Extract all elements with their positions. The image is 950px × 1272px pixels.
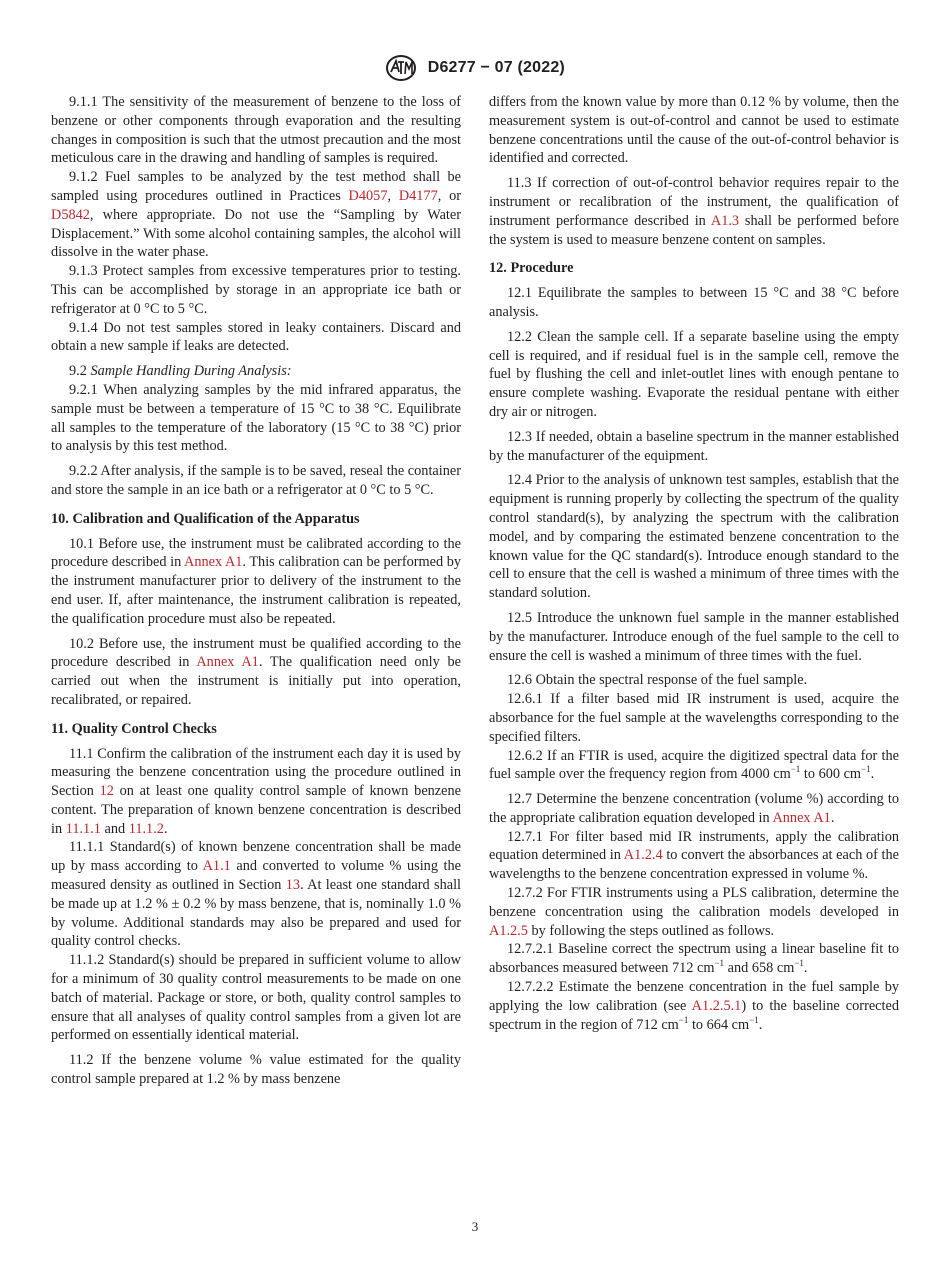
link-section-12[interactable]: 12 [99, 783, 114, 800]
link-annex-a1[interactable]: Annex A1 [772, 809, 831, 826]
para-9-1-4: 9.1.4 Do not test samples stored in leaky containers. Discard and obtain a new sample if leaks are detected. [51, 319, 461, 355]
astm-logo-icon [385, 54, 417, 82]
page-number: 3 [471, 1219, 479, 1234]
link-11-1-1[interactable]: 11.1.1 [65, 820, 101, 837]
para-11-1-2: 11.1.2 Standard(s) should be prepared in sufficient volume to allow for a minimum of 30 quality control measurements to be made on one batch of material. Package or store, or both, quality control samples to ensure that all analyses of quality control samples from a given lot are performed on essentially identical material. [51, 952, 461, 1044]
para-9-1-3: 9.1.3 Protect samples from excessive temperatures prior to testing. This can be accomplished by storage in an appropriate ice bath or refrigerator at 0 °C to 5 °C. [51, 263, 461, 317]
link-a1-2-5[interactable]: A1.2.5 [489, 922, 528, 939]
para-12-3: 12.3 If needed, obtain a baseline spectrum in the manner established by the manufacturer of the equipment. [489, 428, 899, 464]
right-column [489, 93, 899, 1034]
link-annex-a1[interactable]: Annex A1 [196, 654, 259, 671]
para-11-2-continued: differs from the known value by more than 0.12 % by volume, then the measurement system is out-of-control and cannot be used to estimate benzene concentrations until the cause of the out-of-control behavior is identified and corrected. [489, 94, 899, 167]
link-d5842[interactable]: D5842 [51, 206, 90, 223]
para-9-1-1: 9.1.1 The sensitivity of the measurement of benzene to the loss of benzene or other components through evaporation and the resulting changes in composition is such that the utmost precaution and the most meticulous care in the drawing and handling of samples is required. [51, 94, 461, 167]
link-section-13[interactable]: 13 [285, 877, 301, 894]
para-9-2: 9.2 Sample Handling During Analysis: [69, 363, 292, 380]
para-12-2: 12.2 Clean the sample cell. If a separate baseline using the empty cell is required, and if residual fuel is in the sample cell, remove the fuel by flushing the cell and inlet-outlet lines with enough pentane to ensure complete washing. Evaporate the residual pentane with either dry air or nitrogen. [489, 328, 899, 420]
para-12-7: 12.7 Determine the benzene concentration (volume %) according to the appropriate calibration equation developed in Annex A1. [489, 791, 899, 826]
para-12-4: 12.4 Prior to the analysis of unknown test samples, establish that the equipment is running properly by collecting the spectrum of the quality control standard(s), by analyzing the spectrum with the calibration model, and by comparing the estimated benzene concentration to the known value for the QC standard(s). Introduce enough standard to the cell to ensure that the cell is washed a minimum of three times with the standard solution. [489, 472, 899, 602]
para-10-1: 10.1 Before use, the instrument must be calibrated according to the procedure described in Annex A1. This calibration can be performed by the instrument manufacturer prior to delivery of the instrument to the end user. If, after maintenance, the instrument calibration is repeated, the qualification procedure must also be repeated. [51, 535, 461, 627]
para-10-2: 10.2 Before use, the instrument must be qualified according to the procedure described in Annex A1. The qualification need only be carried out when the instrument is initially put into operation, recalibrated, or repaired. [51, 635, 461, 708]
section-heading-10: 10. Calibration and Qualification of the Apparatus [51, 510, 360, 527]
para-9-1-2: 9.1.2 Fuel samples to be analyzed by the test method shall be sampled using procedures outlined in Practices D4057, D4177, or D5842, where appropriate. Do not use the “Sampling by Water Displacement.” With some alcohol containing samples, the alcohol will dissolve in the water phase. [51, 169, 461, 261]
para-11-3: 11.3 If correction of out-of-control behavior requires repair to the instrument or recalibration of the instrument, the qualification of instrument performance described in A1.3 shall be performed before the system is used to measure benzene content on samples. [489, 175, 899, 248]
para-12-6-1: 12.6.1 If a filter based mid IR instrument is used, acquire the absorbance for the fuel sample at the wavelengths corresponding to the specified filters. [489, 691, 899, 745]
link-a1-2-4[interactable]: A1.2.4 [623, 847, 663, 864]
para-12-7-2-2: 12.7.2.2 Estimate the benzene concentration in the fuel sample by applying the low calibration (see A1.2.5.1) to the baseline corrected spectrum in the region of 712 $cm^{-1}$ to 664 $cm^{-1}$. [489, 979, 899, 1033]
link-a1-1[interactable]: A1.1 [202, 858, 231, 875]
para-12-1: 12.1 Equilibrate the samples to between 15 °C and 38 °C before analysis. [489, 285, 899, 320]
link-d4177[interactable]: D4177 [398, 187, 438, 204]
para-11-1-1: 11.1.1 Standard(s) of known benzene concentration shall be made up by mass according to A1.1 and converted to volume % using the measured density as outlined in Section 13. At least one standard shall be made up at 1.2 % ± 0.2 % by mass benzene, that is, nominally 1.0 % by volume. Additional standards may also be prepared and used for quality control checks. [51, 839, 462, 950]
link-11-1-2[interactable]: 11.1.2 [128, 820, 164, 837]
para-9-2-2: 9.2.2 After analysis, if the sample is to be saved, reseal the container and store the sample in an ice bath or a refrigerator at 0 °C to 5 °C. [51, 463, 461, 498]
para-12-6: 12.6 Obtain the spectral response of the fuel sample. [507, 672, 808, 689]
section-heading-11: 11. Quality Control Checks [51, 720, 217, 737]
para-12-7-1: 12.7.1 For filter based mid IR instruments, apply the calibration equation determined in A1.2.4 to convert the absorbances at each of the wavelengths to the benzene concentration expressed in volume %. [489, 828, 899, 883]
link-d4057[interactable]: D4057 [348, 187, 388, 204]
left-column [51, 93, 461, 1095]
link-a1-2-5-1[interactable]: A1.2.5.1 [691, 997, 742, 1014]
link-annex-a1[interactable]: Annex A1 [184, 554, 243, 571]
para-12-5: 12.5 Introduce the unknown fuel sample in the manner established by the manufacturer. Introduce enough of the fuel sample to the cell to ensure the cell is washed a minimum of three times with the fuel. [489, 609, 899, 664]
para-9-2-1: 9.2.1 When analyzing samples by the mid infrared apparatus, the sample must be between a temperature of 15 °C to 38 °C. Equilibrate all samples to the temperature of the laboratory (15 °C to 38 °C) prior to analysis by this test method. [51, 381, 461, 455]
para-11-2: 11.2 If the benzene volume % value estimated for the quality control sample prepared at 1.2 % by mass benzene [51, 1052, 461, 1088]
page-header [0, 54, 950, 82]
standard-designation: D6277 − 07 (2022) [427, 59, 565, 76]
para-12-7-2: 12.7.2 For FTIR instruments using a PLS calibration, determine the benzene concentration using the calibration models developed in A1.2.5 by following the steps outlined as follows. [489, 885, 899, 939]
para-12-6-2: 12.6.2 If an FTIR is used, acquire the digitized spectral data for the fuel sample over the frequency region from 4000 $cm^{-1}$ to 600 $cm^{-1}$. [489, 747, 899, 783]
para-11-1: 11.1 Confirm the calibration of the instrument each day it is used by measuring the benzene concentration using the procedure outlined in Section 12 on at least one quality control sample of known benzene content. The preparation of known benzene concentration is described in 11.1.1 and 11.1.2. [51, 745, 461, 837]
section-heading-12: 12. Procedure [489, 260, 574, 277]
para-12-7-2-1: 12.7.2.1 Baseline correct the spectrum using a linear baseline fit to absorbances measured between 712 $cm^{-1}$ and 658 $cm^{-1}$. [489, 941, 899, 977]
link-a1-3[interactable]: A1.3 [710, 212, 740, 229]
